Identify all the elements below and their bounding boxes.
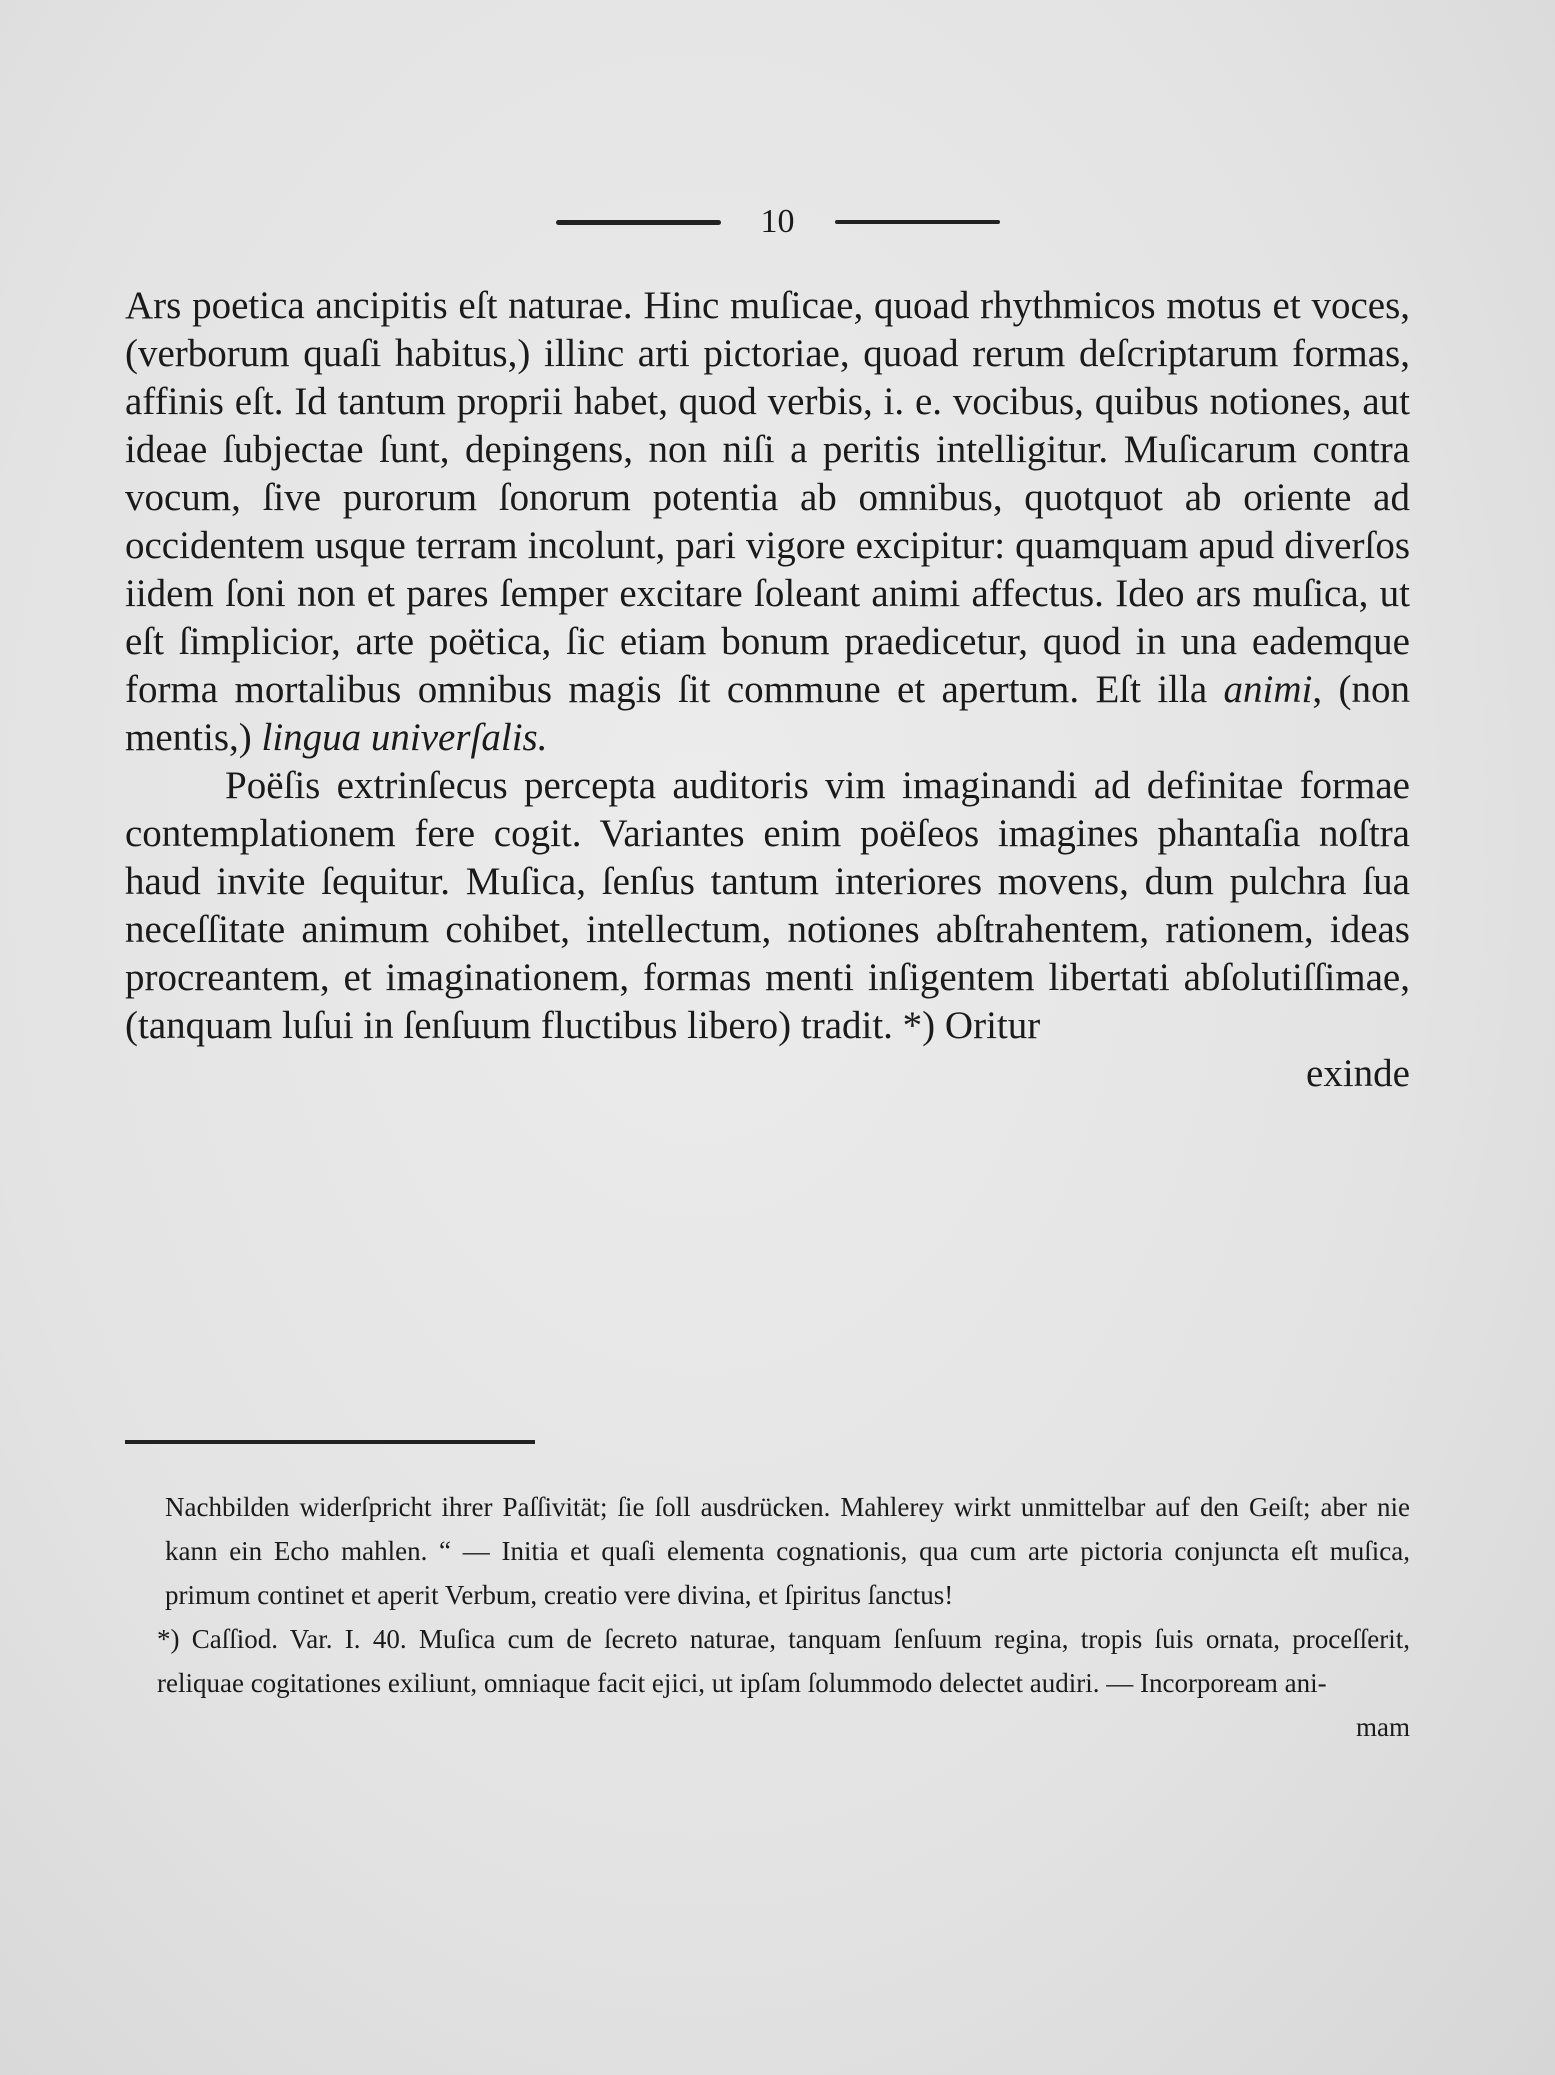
footnote-cassiodorus: [157, 1617, 1410, 1749]
page-header: [0, 205, 1555, 239]
paragraph-2-text: Poëſis extrinſecus percepta auditoris vim imaginandi ad definitae formae contemplationem fere cogit. Variantes enim poëſeos imagines phantaſia noſtra haud invite ſequitur. Muſica, ſenſus tantum interiores movens, dum pulchra ſua neceſſitate animum cohibet, intellectum, notiones abſtrahentem, rationem, ideas procreantem, et imaginationem, formas menti inſigentem libertati abſolutiſſimae, (tanquam luſui in ſenſuum fluctibus libero) tradit. *) Oritur: [125, 764, 1410, 1047]
paragraph-2: [125, 762, 1410, 1098]
footnote-catchword: mam: [1356, 1712, 1410, 1742]
paragraph-1-text-2: , (non mentis,): [125, 668, 1410, 759]
paragraph-1-text: Ars poetica ancipitis eſt naturae. Hinc muſicae, quoad rhythmicos motus et voces, (verborum quaſi habitus,) illinc arti pictoriae, quoad rerum deſcriptarum formas, affinis eſt. Id tantum proprii habet, quod verbis, i. e. vocibus, quibus notiones, aut ideae ſubjectae ſunt, depingens, non niſi a peritis intelligitur. Muſicarum contra vocum, ſive purorum ſonorum potentia ab omnibus, quotquot ab oriente ad occidentem usque terram incolunt, pari vigore excipitur: quamquam apud diverſos iidem ſoni non et pares ſemper excitare ſoleant animi affectus. Ideo ars muſica, ut eſt ſimplicior, arte poëtica, ſic etiam bonum praedicetur, quod in una eademque forma mortalibus omnibus magis ſit commune et apertum. Eſt illa: [125, 284, 1410, 711]
footnotes: [157, 1485, 1410, 1749]
page-number: 10: [760, 203, 795, 240]
italic-animi: animi: [1223, 668, 1313, 711]
footnote-cassiodorus-text: *) Caſſiod. Var. I. 40. Muſica cum de ſecreto naturae, tanquam ſenſuum regina, tropis ſuis ornata, proceſſerit, reliquae cogitationes exiliunt, omniaque facit ejici, ut ipſam ſolummodo delectet audiri. — Incorpoream ani-: [157, 1624, 1410, 1698]
paragraph-1: [125, 282, 1410, 762]
catchword: exinde: [1306, 1052, 1410, 1095]
header-rule-right: [835, 220, 1000, 224]
footnote-separator: [125, 1440, 535, 1444]
main-text: [125, 282, 1410, 1098]
footnote-continuation: Nachbilden widerſpricht ihrer Paſſivität; ſie ſoll ausdrücken. Mahlerey wirkt unmittelbar auf den Geiſt; aber nie kann ein Echo mahlen. “ — Initia et quaſi elementa cognationis, qua cum arte pictoria conjuncta eſt muſica, primum continet et aperit Verbum, creatio vere divina, et ſpiritus ſanctus!: [165, 1492, 1410, 1610]
italic-lingua-universalis: lingua univerſalis.: [261, 716, 548, 759]
header-rule-left: [556, 220, 721, 225]
